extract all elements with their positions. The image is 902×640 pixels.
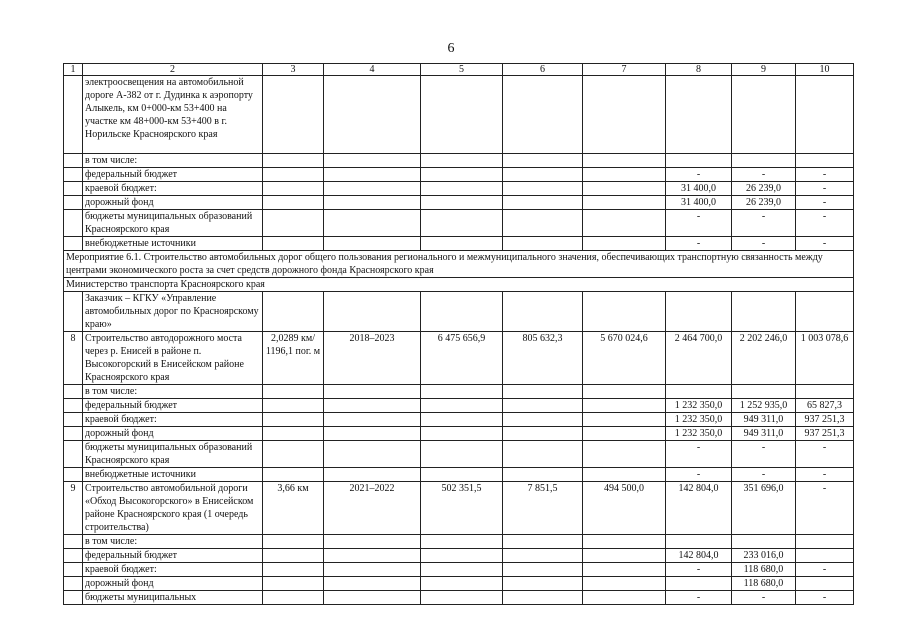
empty-cell bbox=[263, 591, 324, 605]
empty-cell bbox=[503, 168, 583, 182]
empty-cell bbox=[503, 563, 583, 577]
empty-cell bbox=[324, 210, 421, 237]
empty-cell bbox=[421, 196, 503, 210]
empty-cell bbox=[421, 237, 503, 251]
funding-row bbox=[64, 196, 854, 210]
funding-row bbox=[64, 182, 854, 196]
year-value bbox=[666, 154, 732, 168]
year-value: - bbox=[796, 563, 854, 577]
period: 2021–2022 bbox=[324, 482, 421, 535]
empty-cell bbox=[503, 413, 583, 427]
empty-cell bbox=[64, 427, 83, 441]
empty-cell bbox=[64, 182, 83, 196]
empty-cell bbox=[421, 154, 503, 168]
year-value: 2 202 246,0 bbox=[732, 332, 796, 385]
funding-label: краевой бюджет: bbox=[83, 413, 263, 427]
funding-row bbox=[64, 577, 854, 591]
empty-cell bbox=[503, 577, 583, 591]
empty-cell bbox=[324, 577, 421, 591]
year-value: - bbox=[666, 441, 732, 468]
funding-label: бюджеты муниципальных bbox=[83, 591, 263, 605]
funding-row bbox=[64, 549, 854, 563]
empty-cell bbox=[583, 182, 666, 196]
year-value: 142 804,0 bbox=[666, 482, 732, 535]
year-value bbox=[732, 535, 796, 549]
year-value: - bbox=[666, 168, 732, 182]
funding-label: федеральный бюджет bbox=[83, 168, 263, 182]
empty-cell bbox=[421, 210, 503, 237]
empty-cell bbox=[263, 427, 324, 441]
empty-cell bbox=[263, 413, 324, 427]
table-body bbox=[64, 64, 854, 605]
funding-label: дорожный фонд bbox=[83, 196, 263, 210]
year-value bbox=[796, 385, 854, 399]
measure-title: Мероприятие 6.1. Строительство автомобильных дорог общего пользования регионального и межмуниципального значения, обеспечивающих транспортную связанность между центрами экономического роста за счет средств дорожного фонда Красноярского края bbox=[64, 251, 854, 278]
empty-cell bbox=[503, 385, 583, 399]
empty-cell bbox=[324, 385, 421, 399]
total-cost: 502 351,5 bbox=[421, 482, 503, 535]
empty-cell bbox=[64, 196, 83, 210]
empty-cell bbox=[263, 196, 324, 210]
empty-cell bbox=[583, 413, 666, 427]
year-value: 31 400,0 bbox=[666, 182, 732, 196]
year-value: 142 804,0 bbox=[666, 549, 732, 563]
empty-cell bbox=[263, 182, 324, 196]
funding-label: бюджеты муниципальных образований Красноярского края bbox=[83, 210, 263, 237]
empty-cell bbox=[263, 154, 324, 168]
year-value: 233 016,0 bbox=[732, 549, 796, 563]
empty-cell bbox=[324, 427, 421, 441]
empty-cell bbox=[64, 237, 83, 251]
funding-label: краевой бюджет: bbox=[83, 182, 263, 196]
year-value: 937 251,3 bbox=[796, 413, 854, 427]
empty-cell bbox=[503, 591, 583, 605]
empty-cell bbox=[263, 399, 324, 413]
period: 2018–2023 bbox=[324, 332, 421, 385]
column-number-row bbox=[64, 64, 854, 76]
total-cost: 6 475 656,9 bbox=[421, 332, 503, 385]
year-value: - bbox=[796, 168, 854, 182]
year-value: 1 232 350,0 bbox=[666, 427, 732, 441]
empty-cell bbox=[583, 237, 666, 251]
funding-row bbox=[64, 385, 854, 399]
empty-cell bbox=[324, 196, 421, 210]
funding-label: внебюджетные источники bbox=[83, 237, 263, 251]
funding-row bbox=[64, 210, 854, 237]
ministry-row bbox=[64, 278, 854, 292]
empty-cell bbox=[421, 535, 503, 549]
funding-row bbox=[64, 154, 854, 168]
col-header: 3 bbox=[263, 64, 324, 76]
funding-row bbox=[64, 427, 854, 441]
year-value bbox=[796, 535, 854, 549]
col-header: 10 bbox=[796, 64, 854, 76]
empty-cell bbox=[263, 237, 324, 251]
year-value: - bbox=[732, 237, 796, 251]
year-value: - bbox=[666, 468, 732, 482]
year-value: - bbox=[732, 441, 796, 468]
funding-row bbox=[64, 535, 854, 549]
year-value bbox=[666, 385, 732, 399]
empty-cell bbox=[64, 591, 83, 605]
empty-cell bbox=[324, 413, 421, 427]
year-value: - bbox=[732, 468, 796, 482]
year-value: - bbox=[796, 210, 854, 237]
project-row bbox=[64, 482, 854, 535]
empty-cell bbox=[583, 196, 666, 210]
col-header: 7 bbox=[583, 64, 666, 76]
year-value: - bbox=[796, 591, 854, 605]
col-header: 6 bbox=[503, 64, 583, 76]
empty-cell bbox=[503, 549, 583, 563]
spent-value: 7 851,5 bbox=[503, 482, 583, 535]
year-value: 949 311,0 bbox=[732, 413, 796, 427]
year-value: 351 696,0 bbox=[732, 482, 796, 535]
empty-cell bbox=[421, 427, 503, 441]
empty-cell bbox=[583, 468, 666, 482]
year-value: 1 232 350,0 bbox=[666, 413, 732, 427]
year-value: 1 232 350,0 bbox=[666, 399, 732, 413]
page-number: 6 bbox=[447, 41, 455, 56]
funding-row bbox=[64, 441, 854, 468]
year-value bbox=[666, 577, 732, 591]
year-value: - bbox=[666, 591, 732, 605]
empty-cell bbox=[583, 427, 666, 441]
empty-cell bbox=[583, 154, 666, 168]
funding-label: дорожный фонд bbox=[83, 577, 263, 591]
empty-cell bbox=[64, 549, 83, 563]
empty-cell bbox=[583, 549, 666, 563]
year-value: - bbox=[796, 441, 854, 468]
empty-cell bbox=[324, 237, 421, 251]
spent-value: 805 632,3 bbox=[503, 332, 583, 385]
empty-cell bbox=[503, 427, 583, 441]
funding-label: федеральный бюджет bbox=[83, 399, 263, 413]
item-number: 9 bbox=[64, 482, 83, 535]
funding-label: краевой бюджет: bbox=[83, 563, 263, 577]
empty-cell bbox=[64, 468, 83, 482]
funding-label: в том числе: bbox=[83, 385, 263, 399]
project-title: Строительство автомобильной дороги «Обход Высокогорского» в Енисейском районе Красноярского края (1 очередь строительства) bbox=[83, 482, 263, 535]
funding-label: в том числе: bbox=[83, 535, 263, 549]
funding-label: дорожный фонд bbox=[83, 427, 263, 441]
year-value: - bbox=[732, 591, 796, 605]
year-value: 937 251,3 bbox=[796, 427, 854, 441]
empty-cell bbox=[263, 468, 324, 482]
year-value: 118 680,0 bbox=[732, 563, 796, 577]
empty-cell bbox=[64, 413, 83, 427]
capacity: 3,66 км bbox=[263, 482, 324, 535]
empty-cell bbox=[64, 399, 83, 413]
empty-cell bbox=[421, 591, 503, 605]
empty-cell bbox=[503, 154, 583, 168]
col-header: 2 bbox=[83, 64, 263, 76]
funding-row bbox=[64, 563, 854, 577]
year-value: 949 311,0 bbox=[732, 427, 796, 441]
empty-cell bbox=[583, 441, 666, 468]
empty-cell bbox=[263, 577, 324, 591]
funding-row bbox=[64, 399, 854, 413]
year-value: 31 400,0 bbox=[666, 196, 732, 210]
empty-cell bbox=[324, 441, 421, 468]
customer-label: Заказчик – КГКУ «Управление автомобильных дорог по Красноярскому краю» bbox=[83, 292, 263, 332]
empty-cell bbox=[583, 535, 666, 549]
year-value: 1 252 935,0 bbox=[732, 399, 796, 413]
empty-cell bbox=[421, 468, 503, 482]
year-value: 65 827,3 bbox=[796, 399, 854, 413]
year-value: - bbox=[796, 482, 854, 535]
empty-cell bbox=[583, 591, 666, 605]
project-title: электроосвещения на автомобильной дороге А-382 от г. Дудинка к аэропорту Алыкель, км 0+000-км 53+400 на участке км 48+000-км 53+400 в г. Норильске Красноярского края bbox=[83, 76, 263, 154]
ministry-title: Министерство транспорта Красноярского края bbox=[64, 278, 854, 292]
empty-cell bbox=[583, 563, 666, 577]
empty-cell bbox=[421, 549, 503, 563]
empty-cell bbox=[324, 468, 421, 482]
remaining-value: 5 670 024,6 bbox=[583, 332, 666, 385]
empty-cell bbox=[583, 399, 666, 413]
year-value bbox=[796, 577, 854, 591]
col-header: 8 bbox=[666, 64, 732, 76]
empty-cell bbox=[503, 441, 583, 468]
funding-label: федеральный бюджет bbox=[83, 549, 263, 563]
empty-cell bbox=[64, 441, 83, 468]
empty-cell bbox=[263, 563, 324, 577]
empty-cell bbox=[64, 563, 83, 577]
project-row bbox=[64, 76, 854, 154]
empty-cell bbox=[263, 168, 324, 182]
col-header: 1 bbox=[64, 64, 83, 76]
empty-cell bbox=[263, 385, 324, 399]
empty-cell bbox=[324, 535, 421, 549]
empty-cell bbox=[324, 168, 421, 182]
empty-cell bbox=[503, 535, 583, 549]
funding-row bbox=[64, 168, 854, 182]
year-value: 2 464 700,0 bbox=[666, 332, 732, 385]
year-value: 26 239,0 bbox=[732, 182, 796, 196]
year-value: 1 003 078,6 bbox=[796, 332, 854, 385]
funding-row bbox=[64, 591, 854, 605]
empty-cell bbox=[421, 168, 503, 182]
year-value: - bbox=[796, 237, 854, 251]
funding-label: внебюджетные источники bbox=[83, 468, 263, 482]
empty-cell bbox=[324, 549, 421, 563]
empty-cell bbox=[324, 399, 421, 413]
measure-row bbox=[64, 251, 854, 278]
year-value: - bbox=[732, 210, 796, 237]
funding-label: бюджеты муниципальных образований Красноярского края bbox=[83, 441, 263, 468]
empty-cell bbox=[583, 577, 666, 591]
empty-cell bbox=[324, 182, 421, 196]
empty-cell bbox=[64, 535, 83, 549]
year-value bbox=[666, 535, 732, 549]
empty-cell bbox=[583, 385, 666, 399]
item-number: 8 bbox=[64, 332, 83, 385]
funding-row bbox=[64, 237, 854, 251]
col-header: 9 bbox=[732, 64, 796, 76]
year-value: - bbox=[666, 237, 732, 251]
empty-cell bbox=[583, 210, 666, 237]
empty-cell bbox=[503, 196, 583, 210]
empty-cell bbox=[263, 210, 324, 237]
year-value bbox=[796, 549, 854, 563]
year-value bbox=[732, 154, 796, 168]
empty-cell bbox=[421, 577, 503, 591]
empty-cell bbox=[503, 210, 583, 237]
capacity: 2,0289 км/ 1196,1 пог. м bbox=[263, 332, 324, 385]
empty-cell bbox=[503, 468, 583, 482]
empty-cell bbox=[324, 154, 421, 168]
empty-cell bbox=[64, 385, 83, 399]
budget-table bbox=[63, 63, 854, 605]
funding-row bbox=[64, 413, 854, 427]
empty-cell bbox=[583, 168, 666, 182]
empty-cell bbox=[64, 154, 83, 168]
empty-cell bbox=[64, 210, 83, 237]
empty-cell bbox=[324, 591, 421, 605]
year-value: - bbox=[796, 196, 854, 210]
empty-cell bbox=[421, 413, 503, 427]
empty-cell bbox=[421, 563, 503, 577]
empty-cell bbox=[263, 535, 324, 549]
empty-cell bbox=[503, 237, 583, 251]
funding-row bbox=[64, 468, 854, 482]
empty-cell bbox=[421, 441, 503, 468]
remaining-value: 494 500,0 bbox=[583, 482, 666, 535]
year-value: - bbox=[666, 210, 732, 237]
empty-cell bbox=[263, 549, 324, 563]
col-header: 5 bbox=[421, 64, 503, 76]
empty-cell bbox=[503, 399, 583, 413]
empty-cell bbox=[421, 385, 503, 399]
empty-cell bbox=[324, 563, 421, 577]
col-header: 4 bbox=[324, 64, 421, 76]
project-title: Строительство автодорожного моста через р. Енисей в районе п. Высокогорский в Енисейском районе Красноярского края bbox=[83, 332, 263, 385]
empty-cell bbox=[64, 577, 83, 591]
year-value: - bbox=[666, 563, 732, 577]
year-value: 118 680,0 bbox=[732, 577, 796, 591]
empty-cell bbox=[263, 441, 324, 468]
customer-row bbox=[64, 292, 854, 332]
empty-cell bbox=[421, 182, 503, 196]
year-value: - bbox=[796, 182, 854, 196]
year-value: - bbox=[732, 168, 796, 182]
year-value bbox=[796, 154, 854, 168]
year-value: 26 239,0 bbox=[732, 196, 796, 210]
project-row bbox=[64, 332, 854, 385]
year-value: - bbox=[796, 468, 854, 482]
empty-cell bbox=[503, 182, 583, 196]
funding-label: в том числе: bbox=[83, 154, 263, 168]
empty-cell bbox=[421, 399, 503, 413]
empty-cell bbox=[64, 168, 83, 182]
year-value bbox=[732, 385, 796, 399]
